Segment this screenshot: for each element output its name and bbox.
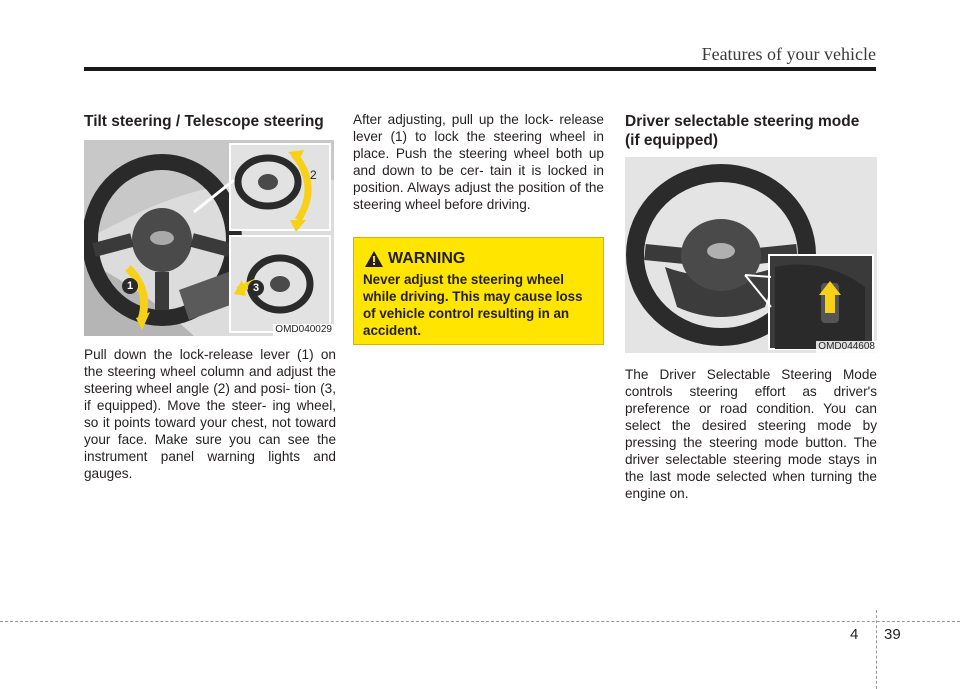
footer-divider [876, 610, 877, 689]
section-heading-steering-mode: Driver selectable steering mode (if equipped) [625, 113, 860, 149]
paragraph-steering-mode: The Driver Selectable Steering Mode controls steering effort as driver's preference or road condition. You can select the desired steering mode by pressing the steering mode button. The driver selectable steering mode stays in the last mode selected when turning the engine on. [625, 367, 877, 501]
warning-triangle-icon [364, 250, 384, 268]
callout-1: 1 [122, 278, 138, 294]
steering-adjust-illustration [84, 140, 334, 336]
callout-2: 2 [310, 168, 317, 182]
figure-tilt-steering [84, 140, 334, 336]
chapter-number: 4 [850, 626, 859, 643]
figure-steering-mode [625, 157, 877, 353]
header-rule [84, 67, 876, 71]
figure-caption: OMD040029 [275, 324, 332, 335]
steering-wheel-illustration [625, 157, 877, 353]
page-number: 39 [884, 626, 901, 643]
running-header: Features of your vehicle [701, 44, 876, 64]
warning-title: WARNING [388, 250, 466, 267]
warning-box [353, 237, 604, 345]
footer-rule [0, 621, 960, 622]
paragraph-lock-lever: After adjusting, pull up the lock- release lever (1) to lock the steering wheel in place. Push the steering wheel both up and down to be cer- tain it is locked in position. Always adjust the position of the steering wheel before driving. [353, 112, 604, 212]
paragraph-tilt-steering: Pull down the lock-release lever (1) on the steering wheel column and adjust the steering wheel angle (2) and posi- tion (3, if equipped). Move the steer- ing wheel, so it points toward your chest, not toward your face. Make sure you can see the instrument panel warning lights and gauges. [84, 347, 336, 481]
warning-text: Never adjust the steering wheel while driving. This may cause loss of vehicle control resulting in an accident. [363, 272, 583, 338]
figure-caption: OMD044608 [818, 341, 875, 352]
callout-3: 3 [248, 280, 264, 296]
section-heading-tilt-steering: Tilt steering / Telescope steering [84, 113, 324, 130]
